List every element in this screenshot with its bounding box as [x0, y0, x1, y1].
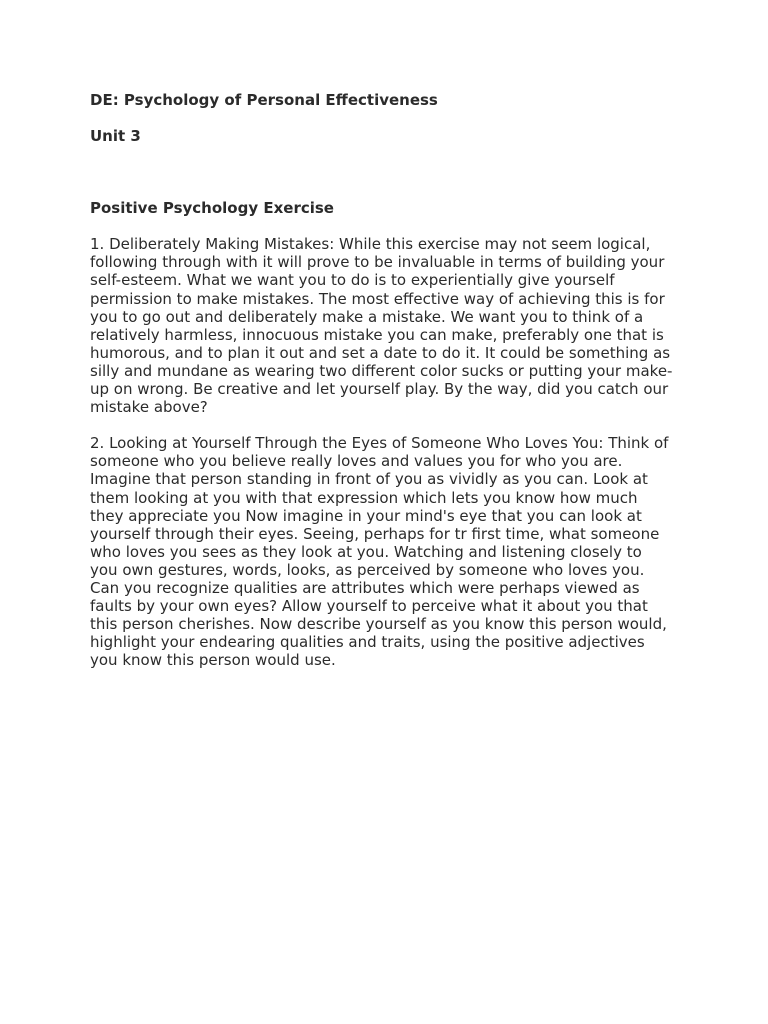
document-page — [90, 91, 690, 669]
paragraph-1 — [90, 235, 690, 416]
section-title: Positive Psychology Exercise — [90, 199, 334, 218]
unit-title: Unit 3 — [90, 127, 141, 146]
paragraph-line: 1. Deliberately Making Mistakes: While this exercise may not seem logical, — [90, 235, 651, 254]
paragraph-line: you to go out and deliberately make a mistake. We want you to think of a — [90, 307, 644, 326]
paragraph-line: 2. Looking at Yourself Through the Eyes of Someone Who Loves You: Think of — [90, 434, 669, 453]
paragraphs-container — [90, 235, 690, 669]
paragraph-line: humorous, and to plan it out and set a date to do it. It could be something as — [90, 343, 671, 362]
paragraph-line: permission to make mistakes. The most effective way of achieving this is for — [90, 289, 665, 308]
paragraph-line: you know this person would use. — [90, 651, 336, 670]
paragraph-line: this person cherishes. Now describe yourself as you know this person would, — [90, 615, 667, 634]
paragraph-line: highlight your endearing qualities and traits, using the positive adjectives — [90, 633, 645, 652]
paragraph-line: they appreciate you Now imagine in your mind's eye that you can look at — [90, 506, 642, 525]
paragraph-line: someone who you believe really loves and values you for who you are. — [90, 452, 623, 471]
paragraph-line: self-esteem. What we want you to do is to experientially give yourself — [90, 271, 615, 290]
paragraph-line: Imagine that person standing in front of you as vividly as you can. Look at — [90, 470, 648, 489]
paragraph-line: mistake above? — [90, 398, 208, 417]
course-title: DE: Psychology of Personal Effectiveness — [90, 91, 438, 109]
paragraph-line: following through with it will prove to be invaluable in terms of building your — [90, 253, 665, 272]
paragraph-2 — [90, 434, 690, 669]
paragraph-line: relatively harmless, innocuous mistake you can make, preferably one that is — [90, 325, 664, 344]
paragraph-line: up on wrong. Be creative and let yourself play. By the way, did you catch our — [90, 380, 669, 399]
paragraph-line: faults by your own eyes? Allow yourself to perceive what it about you that — [90, 597, 648, 616]
paragraph-line: who loves you sees as they look at you. Watching and listening closely to — [90, 542, 642, 561]
paragraph-line: you own gestures, words, looks, as perceived by someone who loves you. — [90, 560, 645, 579]
paragraph-line: yourself through their eyes. Seeing, perhaps for tr first time, what someone — [90, 524, 660, 543]
paragraph-line: Can you recognize qualities are attributes which were perhaps viewed as — [90, 578, 640, 597]
paragraph-line: them looking at you with that expression which lets you know how much — [90, 488, 638, 507]
paragraph-line: silly and mundane as wearing two different color sucks or putting your make- — [90, 361, 673, 380]
